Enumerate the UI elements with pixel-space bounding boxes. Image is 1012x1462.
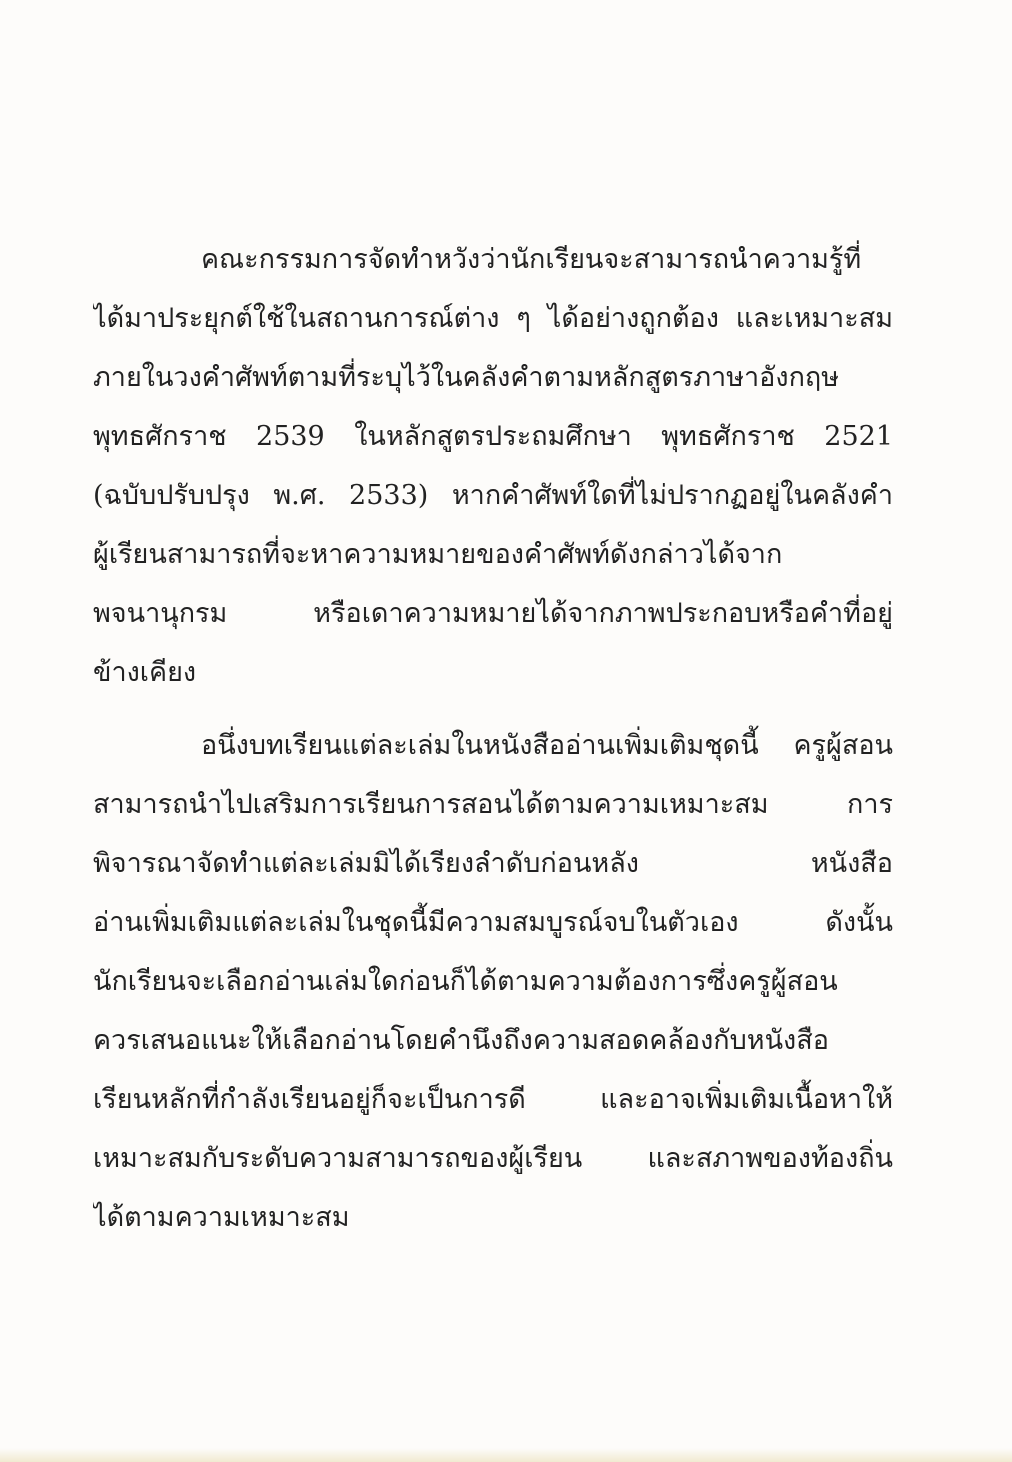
text-line: (ฉบับปรับปรุง พ.ศ. 2533) หากคำศัพท์ใดที่ไม่ปรากฏอยู่ในคลังคำ	[93, 480, 893, 511]
text-line: ผู้เรียนสามารถที่จะหาความหมายของคำศัพท์ดังกล่าวได้จาก	[93, 539, 783, 570]
text-line: สามารถนำไปเสริมการเรียนการสอนได้ตามความเหมาะสม การ	[93, 789, 893, 820]
text-line: อ่านเพิ่มเติมแต่ละเล่มในชุดนี้มีความสมบูรณ์จบในตัวเอง ดังนั้น	[93, 907, 893, 938]
text-line: ควรเสนอแนะให้เลือกอ่านโดยคำนึงถึงความสอดคล้องกับหนังสือ	[93, 1025, 829, 1056]
paragraph-spacer	[93, 702, 893, 716]
paragraph-1	[93, 230, 893, 702]
text-line: เหมาะสมกับระดับความสามารถของผู้เรียน และสภาพของท้องถิ่น	[93, 1143, 893, 1174]
text-line: ภายในวงคำศัพท์ตามที่ระบุไว้ในคลังคำตามหลักสูตรภาษาอังกฤษ	[93, 362, 840, 393]
text-line: ได้ตามความเหมาะสม	[93, 1202, 350, 1233]
paragraph-2	[93, 716, 893, 1247]
text-line: คณะกรรมการจัดทำหวังว่านักเรียนจะสามารถนำความรู้ที่	[201, 244, 862, 275]
text-line: ได้มาประยุกต์ใช้ในสถานการณ์ต่าง ๆ ได้อย่างถูกต้อง และเหมาะสม	[93, 303, 893, 334]
text-line: อนึ่งบทเรียนแต่ละเล่มในหนังสืออ่านเพิ่มเติมชุดนี้ ครูผู้สอน	[201, 730, 893, 761]
text-line: นักเรียนจะเลือกอ่านเล่มใดก่อนก็ได้ตามความต้องการซึ่งครูผู้สอน	[93, 966, 838, 997]
text-line: เรียนหลักที่กำลังเรียนอยู่ก็จะเป็นการดี และอาจเพิ่มเติมเนื้อหาให้	[93, 1084, 893, 1115]
text-line: พจนานุกรม หรือเดาความหมายได้จากภาพประกอบหรือคำที่อยู่	[93, 598, 893, 629]
text-line: พิจารณาจัดทำแต่ละเล่มมิได้เรียงลำดับก่อนหลัง หนังสือ	[93, 848, 893, 879]
paper-bottom-edge	[0, 1448, 1012, 1462]
text-line: พุทธศักราช 2539 ในหลักสูตรประถมศึกษา พุทธศักราช 2521	[93, 421, 893, 452]
text-line: ข้างเคียง	[93, 657, 197, 688]
body-text	[93, 230, 893, 1247]
